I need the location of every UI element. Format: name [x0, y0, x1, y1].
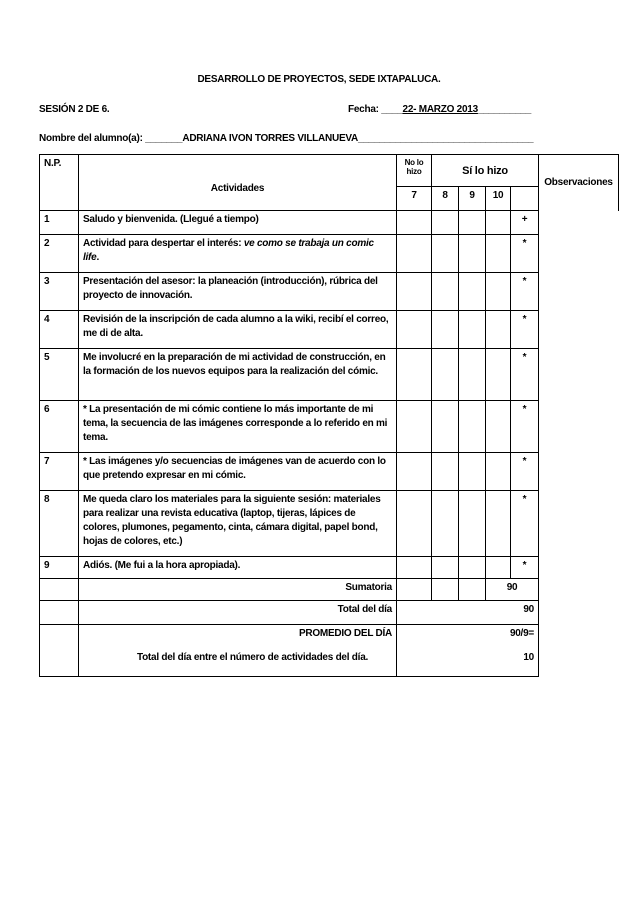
cell-score-7	[432, 401, 459, 453]
cell-score-10: *	[511, 235, 539, 273]
cell-score-9	[486, 211, 511, 235]
cell-no-hizo	[397, 211, 432, 235]
activity-text: Revisión de la inscripción de cada alumno a la wiki, recibí el correo, me di de alta.	[79, 311, 397, 349]
cell-score-7	[432, 211, 459, 235]
activity-text: Adiós. (Me fui a la hora apropiada).	[79, 557, 397, 579]
row-number: 6	[40, 401, 79, 453]
sum-label: Sumatoria	[79, 579, 397, 601]
cell-observations	[539, 349, 619, 401]
row-number: 7	[40, 453, 79, 491]
average-cell	[79, 625, 397, 677]
cell-score-7	[432, 491, 459, 557]
sum-row	[40, 579, 619, 601]
header-no-hizo: No lo hizo	[397, 155, 432, 187]
session-label: SESIÓN 2 DE 6.	[39, 104, 110, 115]
cell-score-10: *	[511, 349, 539, 401]
cell-score-8	[459, 311, 486, 349]
row-number: 3	[40, 273, 79, 311]
row-number: 1	[40, 211, 79, 235]
cell-score-10: *	[511, 491, 539, 557]
average-result: 10	[523, 652, 534, 663]
average-description: Total del día entre el número de actividades del día.	[136, 652, 369, 663]
average-values	[397, 625, 539, 677]
date-field	[348, 104, 531, 115]
cell-no-hizo	[397, 401, 432, 453]
activity-text: Saludo y bienvenida. (Llegué a tiempo)	[79, 211, 397, 235]
average-row	[40, 625, 619, 677]
activity-text	[79, 235, 397, 273]
table-row	[40, 273, 619, 311]
cell-score-7	[432, 349, 459, 401]
cell-score-8	[459, 491, 486, 557]
cell-score-9	[486, 349, 511, 401]
header-activities: Actividades	[79, 155, 397, 211]
cell-score-8	[459, 273, 486, 311]
cell-score-9	[486, 311, 511, 349]
cell-score-9	[486, 491, 511, 557]
cell-observations	[539, 557, 619, 579]
cell-score-9	[486, 557, 511, 579]
cell-score-10: +	[511, 211, 539, 235]
cell-score-7	[432, 273, 459, 311]
activity-text-italic: ve como se trabaja un comic life	[83, 238, 374, 263]
total-row	[40, 601, 619, 625]
date-value: 22- MARZO 2013	[402, 104, 478, 115]
cell-no-hizo	[397, 273, 432, 311]
table-row	[40, 491, 619, 557]
activity-text-main: Actividad para despertar el interés:	[83, 238, 244, 249]
cell-score-8	[459, 401, 486, 453]
score-8: 8	[432, 187, 459, 211]
activity-text: * Las imágenes y/o secuencias de imágenes van de acuerdo con lo que pretendo expresar en mi cómic.	[79, 453, 397, 491]
cell-score-8	[459, 453, 486, 491]
table-row	[40, 235, 619, 273]
cell-score-9	[486, 453, 511, 491]
cell-observations	[539, 235, 619, 273]
cell-observations	[539, 491, 619, 557]
activity-table	[39, 154, 619, 677]
table-row	[40, 453, 619, 491]
cell-score-8	[459, 235, 486, 273]
cell-no-hizo	[397, 349, 432, 401]
cell-score-7	[432, 311, 459, 349]
cell-score-8	[459, 557, 486, 579]
cell-score-9	[486, 401, 511, 453]
student-field	[39, 133, 533, 144]
total-label: Total del día	[79, 601, 397, 625]
activity-text: Me queda claro los materiales para la siguiente sesión: materiales para realizar una revista educativa (laptop, tijeras, lápices de colores, plumones, pegamento, cinta, cámara digital, papel bond, hojas de colores, etc.)	[79, 491, 397, 557]
table-row	[40, 211, 619, 235]
header-si-hizo: Sí lo hizo	[432, 155, 539, 187]
student-trail: _________________________________	[358, 133, 534, 144]
activity-text: Presentación del asesor: la planeación (introducción), rúbrica del proyecto de innovación.	[79, 273, 397, 311]
activity-text-end: .	[96, 252, 99, 263]
row-number: 9	[40, 557, 79, 579]
cell-observations	[539, 453, 619, 491]
table-header-row	[40, 155, 619, 187]
cell-no-hizo	[397, 557, 432, 579]
score-10: 10	[486, 187, 511, 211]
cell-no-hizo	[397, 235, 432, 273]
table-row	[40, 557, 619, 579]
activity-text: Me involucré en la preparación de mi actividad de construcción, en la formación de los nuevos equipos para la realización del cómic.	[79, 349, 397, 401]
date-trail: __________	[477, 104, 532, 115]
header-observations: Observaciones	[539, 155, 619, 211]
cell-no-hizo	[397, 453, 432, 491]
cell-observations	[539, 211, 619, 235]
student-label: Nombre del alumno(a): _______	[39, 133, 183, 144]
cell-score-8	[459, 349, 486, 401]
row-number: 5	[40, 349, 79, 401]
cell-score-10: *	[511, 311, 539, 349]
cell-score-9	[486, 273, 511, 311]
cell-score-9	[486, 235, 511, 273]
cell-observations	[539, 311, 619, 349]
student-name: ADRIANA IVON TORRES VILLANUEVA	[182, 133, 359, 144]
cell-score-10: *	[511, 401, 539, 453]
cell-score-10: *	[511, 273, 539, 311]
row-number: 4	[40, 311, 79, 349]
cell-observations	[539, 273, 619, 311]
table-row	[40, 401, 619, 453]
cell-observations	[539, 401, 619, 453]
activity-text: * La presentación de mi cómic contiene lo más importante de mi tema, la secuencia de las imágenes corresponde a lo referido en mi tema.	[79, 401, 397, 453]
score-9: 9	[459, 187, 486, 211]
table-row	[40, 311, 619, 349]
cell-no-hizo	[397, 491, 432, 557]
row-number: 8	[40, 491, 79, 557]
score-7: 7	[397, 187, 432, 211]
cell-score-7	[432, 453, 459, 491]
cell-score-10: *	[511, 557, 539, 579]
total-value: 90	[397, 601, 539, 625]
average-value: 90/9=	[509, 628, 534, 639]
average-label: PROMEDIO DEL DÍA	[298, 628, 392, 639]
date-label: Fecha: ____	[348, 104, 403, 115]
cell-no-hizo	[397, 311, 432, 349]
cell-score-7	[432, 557, 459, 579]
header-np: N.P.	[40, 155, 79, 211]
cell-score-7	[432, 235, 459, 273]
document-title: DESARROLLO DE PROYECTOS, SEDE IXTAPALUCA.	[197, 74, 441, 85]
cell-score-8	[459, 211, 486, 235]
sum-value: 90	[486, 579, 539, 601]
table-row	[40, 349, 619, 401]
row-number: 2	[40, 235, 79, 273]
cell-score-10: *	[511, 453, 539, 491]
